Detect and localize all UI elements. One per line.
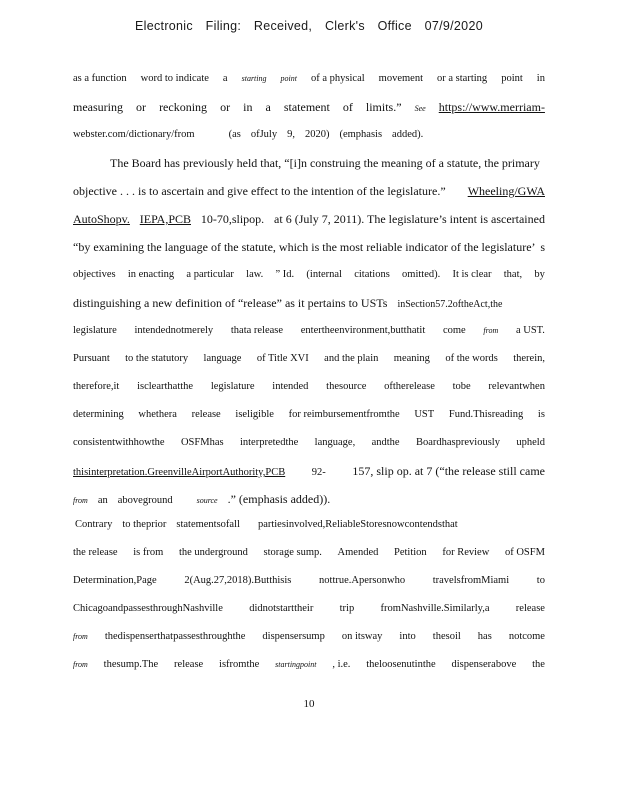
text-line: [75, 518, 547, 532]
text-segment: s: [540, 240, 545, 254]
text-segment: aboveground: [117, 495, 173, 506]
text-segment: IEPA,PCB: [139, 212, 191, 226]
text-segment: citations: [354, 269, 390, 280]
text-segment: 9,: [287, 129, 295, 140]
text-segment: or: [220, 100, 231, 114]
text-segment: webster.com/dictionary/from: [73, 129, 195, 140]
text-segment: the underground: [178, 547, 248, 558]
text-segment: by: [534, 269, 545, 280]
text-segment: Boardhaspreviously: [415, 437, 500, 448]
text-segment: oftherelease: [384, 381, 435, 392]
text-segment: isfromthe: [219, 659, 260, 670]
text-line: [73, 352, 545, 366]
text-segment: a UST.: [515, 325, 545, 336]
text-segment: release: [515, 603, 545, 614]
text-segment: added).: [392, 129, 424, 140]
text-segment: thisinterpretation.GreenvilleAirportAuthority,PCB: [73, 467, 286, 478]
text-line: [73, 72, 545, 86]
text-segment: , i.e.: [332, 659, 351, 670]
text-segment: iseligible: [235, 409, 274, 420]
text-segment: “by examining the language of the statute, which is the most reliable indicator of the legislature’: [73, 240, 536, 254]
text-segment: in enacting: [127, 269, 175, 280]
text-line: [73, 324, 545, 338]
text-segment: of Title XVI: [256, 353, 309, 364]
text-line: [73, 546, 545, 560]
text-line: [73, 128, 545, 142]
text-segment: to the statutory: [125, 353, 189, 364]
text-line: [73, 492, 545, 508]
text-segment: is from: [133, 547, 164, 558]
text-line: [73, 574, 545, 588]
text-segment: in: [536, 73, 545, 84]
text-segment: ChicagoandpassesthroughNashville: [73, 603, 223, 614]
text-line: [73, 100, 545, 116]
merriam-webster-link[interactable]: https://www.merriam-: [438, 100, 545, 114]
text-segment: nottrue.Apersonwho: [319, 575, 406, 586]
text-segment: from: [73, 660, 88, 669]
text-segment: thesoil: [432, 631, 461, 642]
text-segment: thedispenserthatpassesthroughthe: [104, 631, 246, 642]
text-segment: word to indicate: [140, 73, 209, 84]
text-segment: travelsfromMiami: [432, 575, 510, 586]
text-segment: dispenserabove: [451, 659, 517, 670]
text-line: [73, 464, 545, 480]
text-segment: movement: [378, 73, 423, 84]
text-line: [73, 296, 545, 312]
text-segment: Wheeling/GWA: [467, 184, 545, 198]
text-segment: starting: [241, 74, 267, 83]
text-segment: intended: [272, 381, 309, 392]
text-segment: startingpoint: [275, 660, 317, 669]
text-segment: on itsway: [341, 631, 383, 642]
text-segment: reckoning: [159, 100, 208, 114]
text-line: [73, 240, 545, 254]
text-segment: the: [532, 659, 545, 670]
text-segment: fromNashville.Similarly,a: [380, 603, 490, 614]
text-line: [73, 268, 545, 282]
text-segment: theloosenutinthe: [366, 659, 436, 670]
text-segment: See: [414, 104, 426, 113]
text-segment: law.: [246, 269, 264, 280]
filing-header: Electronic Filing: Received, Clerk's Office 07/9/2020: [135, 19, 483, 33]
text-segment: UST: [414, 409, 435, 420]
text-segment: an: [97, 495, 108, 506]
text-segment: 2(Aug.27,2018).Butthisis: [184, 575, 292, 586]
text-segment: isclearthatthe: [137, 381, 194, 392]
text-segment: meaning: [393, 353, 430, 364]
text-segment: (as: [228, 129, 241, 140]
text-segment: therefore,it: [73, 381, 120, 392]
text-segment: or: [136, 100, 147, 114]
text-segment: relevantwhen: [488, 381, 545, 392]
text-segment: statement: [283, 100, 330, 114]
text-segment: 10-70,slipop.: [200, 212, 265, 226]
text-segment: thesump.The: [103, 659, 159, 670]
text-segment: that,: [503, 269, 523, 280]
text-segment: partiesinvolved,ReliableStoresnowcontendsthat: [257, 519, 458, 530]
text-line: [73, 408, 545, 422]
text-segment: language,: [314, 437, 356, 448]
text-segment: and the plain: [324, 353, 379, 364]
text-segment: of: [342, 100, 353, 114]
text-segment: distinguishing a new definition of “release” as it pertains to USTs: [73, 296, 388, 310]
text-segment: ” Id.: [275, 269, 295, 280]
text-segment: Contrary: [75, 519, 113, 530]
text-segment: thesource: [326, 381, 367, 392]
text-segment: inSection57.2oftheAct,the: [397, 299, 503, 310]
text-segment: entertheenvironment,butthatit: [300, 325, 426, 336]
text-segment: consistentwithhowthe: [73, 437, 165, 448]
text-segment: to theprior: [122, 519, 167, 530]
text-segment: tobe: [452, 381, 471, 392]
text-segment: of the words: [445, 353, 498, 364]
text-segment: omitted).: [402, 269, 441, 280]
text-segment: interpretedthe: [239, 437, 299, 448]
text-segment: language: [203, 353, 242, 364]
text-segment: source: [196, 496, 218, 505]
text-segment: Fund.Thisreading: [448, 409, 524, 420]
text-segment: or a starting: [437, 73, 488, 84]
text-segment: whethera: [138, 409, 177, 420]
text-segment: measuring: [73, 100, 123, 114]
text-segment: is: [537, 409, 545, 420]
text-segment: Pursuant: [73, 353, 110, 364]
text-segment: a: [222, 73, 228, 84]
text-segment: storage sump.: [263, 547, 322, 558]
text-line: [110, 156, 545, 170]
text-segment: OSFMhas: [180, 437, 224, 448]
text-segment: from: [483, 326, 499, 335]
text-segment: upheld: [516, 437, 545, 448]
text-segment: trip: [339, 603, 355, 614]
text-segment: point: [280, 74, 297, 83]
page-number: 10: [303, 698, 315, 710]
text-segment: didnotstarttheir: [249, 603, 314, 614]
text-segment: release: [191, 409, 221, 420]
text-segment: The Board has previously held that, “[i]n construing the meaning of a statute, the primary: [110, 156, 540, 170]
text-segment: It is clear: [452, 269, 492, 280]
text-segment: .” (emphasis added)).: [227, 492, 331, 506]
text-segment: of OSFM: [504, 547, 545, 558]
text-line: [73, 184, 545, 198]
text-segment: of a physical: [311, 73, 365, 84]
text-segment: determining: [73, 409, 124, 420]
text-segment: point: [501, 73, 523, 84]
text-line: [73, 380, 545, 394]
text-segment: limits.”: [365, 100, 402, 114]
text-segment: in: [243, 100, 253, 114]
text-segment: a: [265, 100, 271, 114]
text-segment: thata release: [230, 325, 284, 336]
text-segment: legislature: [210, 381, 255, 392]
text-segment: (emphasis: [339, 129, 383, 140]
text-segment: to: [536, 575, 545, 586]
text-segment: from: [73, 632, 88, 641]
text-segment: dispensersump: [262, 631, 325, 642]
text-segment: legislature: [73, 325, 117, 336]
text-line: [73, 212, 545, 226]
text-line: [73, 630, 545, 644]
text-segment: intendednotmerely: [134, 325, 214, 336]
text-segment: andthe: [371, 437, 400, 448]
text-segment: a particular: [186, 269, 234, 280]
text-line: [73, 602, 545, 616]
text-segment: as a function: [73, 73, 127, 84]
text-segment: come: [442, 325, 466, 336]
text-segment: ofJuly: [250, 129, 278, 140]
text-segment: objectives: [73, 269, 116, 280]
text-line: [73, 436, 545, 450]
text-segment: Amended: [337, 547, 379, 558]
text-segment: into: [399, 631, 416, 642]
text-segment: for Review: [442, 547, 490, 558]
text-segment: notcome: [508, 631, 545, 642]
text-segment: from: [73, 496, 88, 505]
text-segment: 157, slip op. at 7 (“the release still came: [352, 464, 545, 478]
text-segment: 92-: [311, 467, 326, 478]
text-segment: at 6 (July 7, 2011). The legislature’s intent is ascertained: [274, 212, 545, 226]
text-segment: statementsofall: [176, 519, 240, 530]
text-segment: AutoShopv.: [73, 212, 130, 226]
text-segment: release: [174, 659, 204, 670]
text-segment: for reimbursementfromthe: [288, 409, 400, 420]
text-segment: therein,: [513, 353, 545, 364]
text-segment: objective . . . is to ascertain and give effect to the intention of the legislature.”: [73, 184, 446, 198]
text-segment: the release: [73, 547, 118, 558]
text-segment: has: [477, 631, 492, 642]
text-segment: Petition: [394, 547, 427, 558]
text-line: [73, 658, 545, 672]
text-segment: (internal: [306, 269, 342, 280]
text-segment: 2020): [304, 129, 330, 140]
text-segment: Determination,Page: [73, 575, 157, 586]
